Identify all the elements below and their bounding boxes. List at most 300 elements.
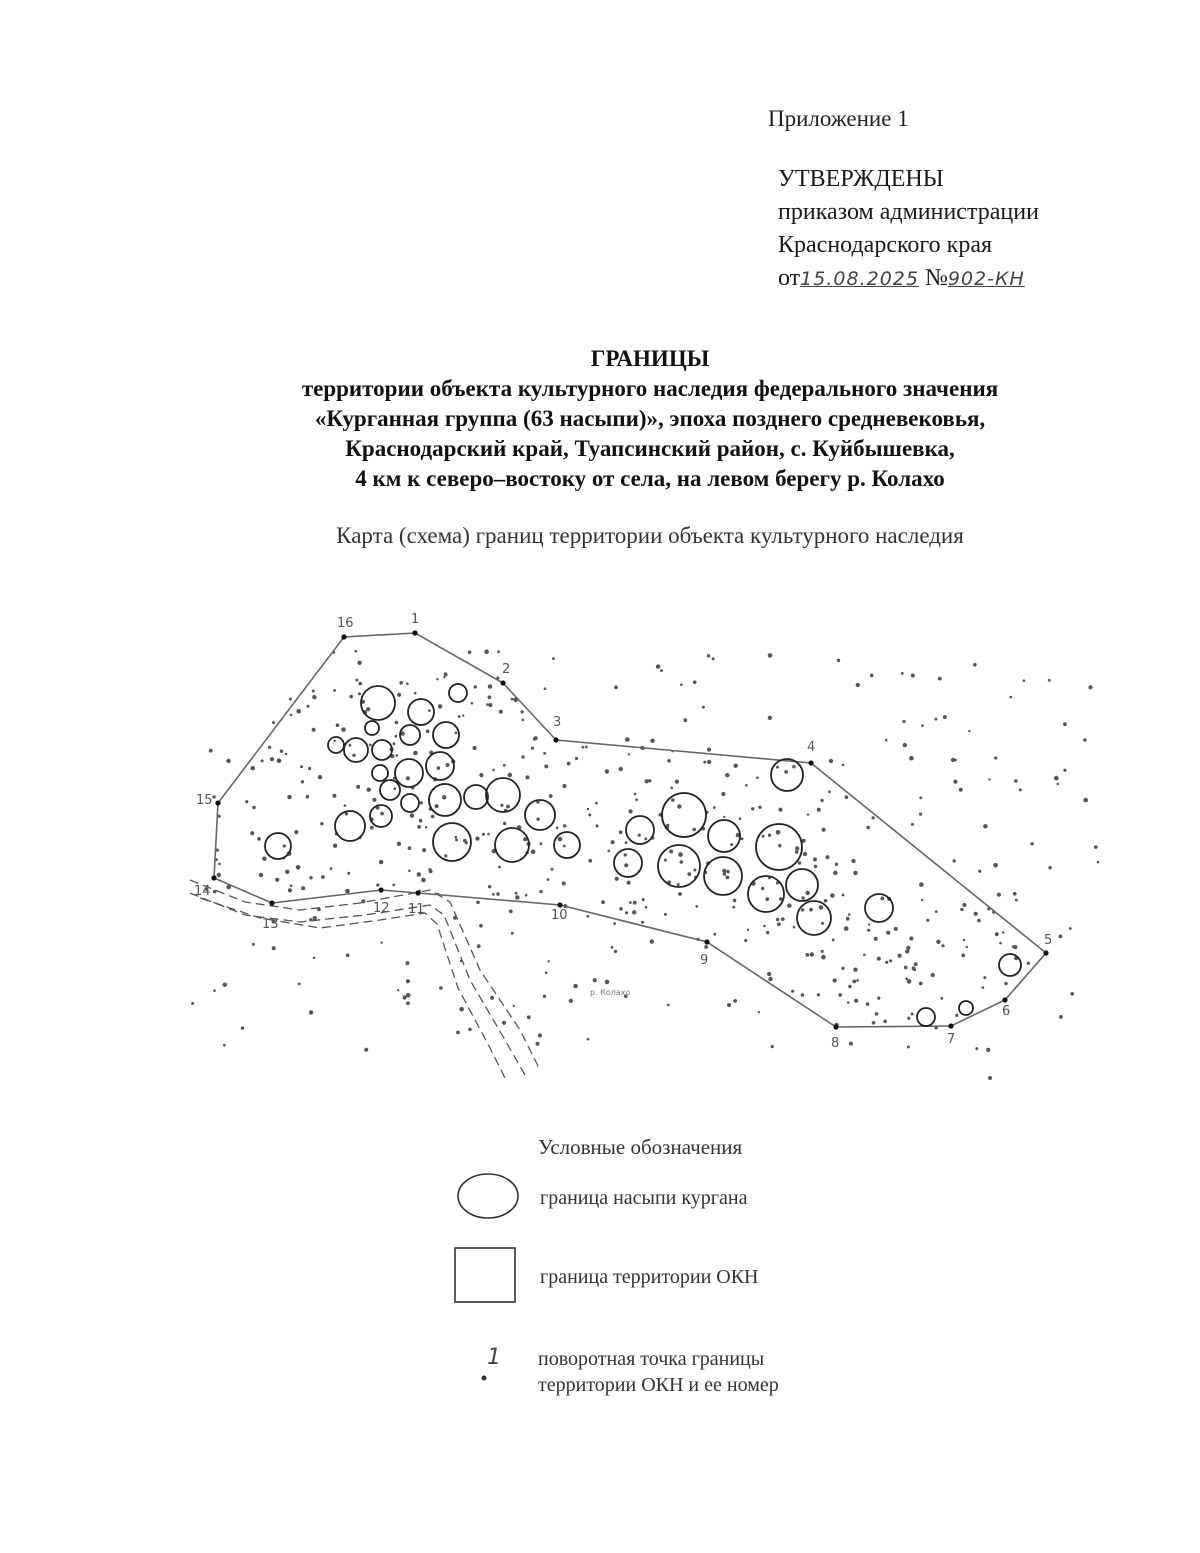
survey-dot xyxy=(809,908,813,912)
survey-dot xyxy=(744,939,747,942)
survey-dot xyxy=(848,913,851,916)
survey-dot xyxy=(656,664,660,668)
survey-dot xyxy=(223,1044,226,1047)
survey-dot xyxy=(562,784,566,788)
survey-dot xyxy=(1094,845,1098,849)
survey-dot xyxy=(308,767,311,770)
number-prefix: № xyxy=(924,265,948,291)
survey-dot xyxy=(877,997,880,1000)
survey-dot xyxy=(420,801,423,804)
survey-dot xyxy=(498,866,501,869)
survey-dot xyxy=(921,899,923,901)
survey-dot xyxy=(508,773,513,778)
survey-dot xyxy=(778,808,782,812)
survey-dot xyxy=(829,759,833,763)
survey-dot xyxy=(364,1048,368,1052)
turning-point-9 xyxy=(700,939,710,968)
survey-dot xyxy=(245,800,248,803)
mound xyxy=(748,876,784,912)
survey-dot xyxy=(907,1046,910,1049)
svg-text:1: 1 xyxy=(411,612,420,627)
survey-dot xyxy=(776,830,781,835)
survey-dot xyxy=(487,833,490,836)
mound xyxy=(335,811,365,841)
survey-dot xyxy=(824,899,828,903)
survey-dot xyxy=(306,795,310,799)
survey-dot xyxy=(624,853,627,856)
survey-dot xyxy=(768,834,771,837)
survey-dot xyxy=(428,868,431,871)
survey-dot xyxy=(739,817,742,820)
survey-dot xyxy=(955,1014,958,1017)
survey-dot xyxy=(396,754,399,757)
mound xyxy=(328,737,344,753)
survey-dot xyxy=(959,788,963,792)
survey-dot xyxy=(1004,982,1007,985)
survey-dot xyxy=(852,980,856,984)
survey-dot xyxy=(875,1012,879,1016)
survey-dot xyxy=(213,890,217,894)
survey-dot xyxy=(909,936,913,940)
survey-dot xyxy=(866,826,870,830)
survey-dot xyxy=(358,682,362,686)
survey-dot xyxy=(468,1028,472,1032)
survey-dot xyxy=(533,737,536,740)
survey-dot xyxy=(613,922,616,925)
survey-dot xyxy=(1015,899,1018,902)
survey-dot xyxy=(1027,962,1030,965)
legend-point-line-1: поворотная точка границы xyxy=(538,1348,765,1370)
survey-dot xyxy=(645,906,648,909)
survey-dot xyxy=(771,1045,774,1048)
survey-dot xyxy=(660,669,663,672)
mound xyxy=(797,901,831,935)
survey-dot xyxy=(904,966,908,970)
survey-dot xyxy=(953,859,956,862)
survey-dot xyxy=(1054,776,1059,781)
survey-dot xyxy=(641,921,644,924)
survey-dot xyxy=(333,740,336,743)
survey-dot xyxy=(355,679,358,682)
survey-dot xyxy=(408,846,412,850)
survey-dot xyxy=(488,703,492,707)
survey-dot xyxy=(847,1001,850,1004)
survey-dot xyxy=(1048,679,1051,682)
survey-dot xyxy=(977,919,981,923)
survey-dot xyxy=(848,985,851,988)
survey-dot xyxy=(801,908,804,911)
mound xyxy=(433,722,459,748)
survey-dot xyxy=(272,721,275,724)
survey-dot xyxy=(476,901,480,905)
date-prefix: от xyxy=(778,265,801,291)
survey-dot xyxy=(907,979,912,984)
title-heading: ГРАНИЦЫ xyxy=(590,346,710,371)
survey-dot xyxy=(902,720,905,723)
mound xyxy=(486,778,520,812)
survey-dot xyxy=(983,976,986,979)
survey-dot xyxy=(614,686,618,690)
survey-dot xyxy=(455,836,458,839)
mound xyxy=(865,894,893,922)
survey-dot xyxy=(515,892,518,895)
survey-dot xyxy=(503,822,506,825)
survey-dot xyxy=(784,770,788,774)
survey-dot xyxy=(614,950,617,953)
survey-dot xyxy=(421,878,426,883)
survey-dot xyxy=(333,689,336,692)
survey-dot xyxy=(733,999,737,1003)
survey-dot xyxy=(490,996,494,1000)
survey-dot xyxy=(486,703,489,706)
survey-dot xyxy=(807,813,809,815)
survey-dot xyxy=(830,893,834,897)
survey-dot xyxy=(300,765,303,768)
survey-dot xyxy=(403,995,407,999)
survey-dot xyxy=(394,735,397,738)
mound xyxy=(495,828,529,862)
mound xyxy=(662,793,706,837)
survey-dot xyxy=(625,737,630,742)
survey-dot xyxy=(283,844,286,847)
survey-dot xyxy=(417,872,422,877)
survey-dot xyxy=(982,986,985,989)
survey-dot xyxy=(436,678,438,680)
survey-dot xyxy=(901,672,904,675)
survey-dot xyxy=(911,1013,914,1016)
survey-dot xyxy=(521,755,524,758)
title-line-3: Краснодарский край, Туапсинский район, с. Куйбышевка, xyxy=(345,436,955,461)
survey-dot xyxy=(484,649,489,654)
survey-dot xyxy=(569,999,573,1003)
survey-dot xyxy=(500,804,503,807)
svg-text:3: 3 xyxy=(553,715,562,730)
survey-dot xyxy=(723,872,727,876)
survey-dot xyxy=(241,1026,244,1029)
survey-dot xyxy=(226,759,230,763)
survey-dot xyxy=(642,898,645,901)
survey-dot xyxy=(601,900,605,904)
survey-dot xyxy=(856,979,859,982)
survey-dot xyxy=(734,764,738,768)
survey-dot xyxy=(455,838,458,841)
survey-dot xyxy=(595,802,598,805)
survey-dot xyxy=(953,780,957,784)
survey-dot xyxy=(540,842,543,845)
survey-dot xyxy=(406,776,410,780)
survey-dot xyxy=(821,950,824,953)
survey-dot xyxy=(713,806,716,809)
approved-title: УТВЕРЖДЕНЫ xyxy=(778,166,944,192)
survey-dot xyxy=(707,760,711,764)
survey-dot xyxy=(312,690,315,693)
survey-dot xyxy=(1097,861,1100,864)
survey-dot xyxy=(942,944,945,947)
survey-dot xyxy=(275,878,279,882)
survey-dot xyxy=(1009,696,1012,699)
survey-dot xyxy=(766,931,769,934)
survey-dot xyxy=(867,929,870,932)
survey-dot xyxy=(828,790,831,793)
survey-dot xyxy=(695,905,698,908)
mound xyxy=(401,794,419,812)
survey-dot xyxy=(951,758,955,762)
survey-dot xyxy=(585,746,588,749)
survey-dot xyxy=(935,910,938,913)
survey-dot xyxy=(866,1002,870,1006)
survey-dot xyxy=(320,822,323,825)
survey-dot xyxy=(1070,992,1074,996)
survey-dot xyxy=(931,973,935,977)
survey-dot xyxy=(781,917,785,921)
survey-dot xyxy=(544,687,547,690)
survey-dot xyxy=(868,923,870,925)
survey-dot xyxy=(526,775,530,779)
survey-dot xyxy=(379,860,383,864)
survey-dot xyxy=(545,972,548,975)
survey-dot xyxy=(693,680,697,684)
survey-dot xyxy=(926,919,929,922)
survey-dot xyxy=(587,1038,590,1041)
survey-dot xyxy=(410,813,414,817)
survey-dot xyxy=(795,846,799,850)
survey-dot xyxy=(474,685,477,688)
survey-dot xyxy=(446,763,450,767)
survey-dot xyxy=(747,929,749,931)
mound xyxy=(464,785,488,809)
survey-dot xyxy=(968,730,970,732)
survey-dot xyxy=(851,859,855,863)
survey-dot xyxy=(479,773,483,777)
survey-dot xyxy=(496,892,499,895)
mound xyxy=(361,686,395,720)
svg-text:9: 9 xyxy=(700,953,709,968)
survey-dot xyxy=(763,925,766,928)
turning-point-2 xyxy=(500,662,510,686)
survey-dot xyxy=(907,1017,910,1020)
survey-dot xyxy=(521,710,524,713)
survey-dot xyxy=(270,757,274,761)
survey-dot xyxy=(765,897,769,901)
survey-dot xyxy=(367,788,371,792)
survey-dot xyxy=(477,944,481,948)
survey-dot xyxy=(921,724,924,727)
survey-dot xyxy=(290,884,293,887)
survey-dot xyxy=(588,859,592,863)
survey-dot xyxy=(515,895,519,899)
legend-point-symbol xyxy=(470,1340,520,1390)
survey-dot xyxy=(974,912,978,916)
survey-dot xyxy=(497,650,500,653)
survey-dot xyxy=(999,942,1002,945)
survey-dot xyxy=(704,945,708,949)
approved-line-1: приказом администрации xyxy=(778,199,1039,225)
mound xyxy=(525,800,555,830)
title-line-2: «Курганная группа (63 насыпи)», эпоха позднего средневековья, xyxy=(314,406,986,431)
survey-dot xyxy=(312,728,316,732)
survey-dot xyxy=(814,865,817,868)
survey-dot xyxy=(703,761,706,764)
survey-dot xyxy=(330,867,333,870)
survey-dot xyxy=(619,830,623,834)
survey-dot xyxy=(605,980,610,985)
survey-dot xyxy=(463,839,467,843)
mounds xyxy=(265,684,1021,1026)
survey-dot xyxy=(938,677,942,681)
survey-dot xyxy=(833,978,837,982)
survey-dot xyxy=(844,926,849,931)
survey-dot xyxy=(675,780,679,784)
survey-dot xyxy=(313,957,316,960)
survey-dot xyxy=(1023,679,1026,682)
survey-dot xyxy=(285,870,289,874)
survey-dot xyxy=(911,823,914,826)
survey-dot xyxy=(692,828,696,832)
survey-dot xyxy=(513,1005,515,1007)
turning-point-15 xyxy=(196,793,221,808)
survey-dot xyxy=(458,715,461,718)
survey-dot xyxy=(605,769,609,773)
survey-dot xyxy=(280,750,283,753)
survey-dot xyxy=(492,893,495,896)
survey-dot xyxy=(414,692,417,695)
survey-dot xyxy=(727,1003,731,1007)
survey-dot xyxy=(459,1007,464,1012)
survey-dot xyxy=(209,749,213,753)
survey-dot xyxy=(1057,783,1060,786)
survey-dot xyxy=(586,915,589,918)
survey-dot xyxy=(341,727,346,732)
survey-dot xyxy=(406,979,410,983)
survey-dot xyxy=(462,715,464,717)
survey-dot xyxy=(849,1042,853,1046)
survey-dot xyxy=(713,933,716,936)
svg-text:8: 8 xyxy=(831,1036,840,1051)
survey-dot xyxy=(596,824,599,827)
survey-dot xyxy=(856,683,860,687)
survey-dot xyxy=(428,709,431,712)
survey-dot xyxy=(677,804,681,808)
survey-dot xyxy=(336,723,340,727)
survey-dot xyxy=(522,719,525,722)
survey-dot xyxy=(919,882,924,887)
survey-dot xyxy=(482,833,485,836)
survey-dot xyxy=(296,865,301,870)
turning-point-6 xyxy=(1002,997,1010,1019)
survey-dot xyxy=(909,756,914,761)
survey-dot xyxy=(912,966,916,970)
survey-dot xyxy=(539,890,542,893)
survey-dot xyxy=(344,804,347,807)
survey-dot xyxy=(444,854,447,857)
survey-dot xyxy=(1069,927,1072,930)
survey-dot xyxy=(619,907,623,911)
mound xyxy=(614,849,642,877)
survey-dot xyxy=(395,721,399,725)
survey-dot xyxy=(380,812,384,816)
survey-dot xyxy=(756,776,759,779)
survey-dot xyxy=(456,1031,460,1035)
survey-dot xyxy=(919,796,922,799)
survey-dot xyxy=(1083,738,1087,742)
survey-dot xyxy=(988,778,990,780)
survey-dot xyxy=(437,766,441,770)
approval-number: 902-КН xyxy=(947,268,1025,290)
survey-dot xyxy=(995,932,999,936)
mound xyxy=(365,721,379,735)
survey-dot xyxy=(751,807,754,810)
survey-dot xyxy=(903,743,907,747)
survey-dot xyxy=(259,873,263,877)
mound xyxy=(999,954,1021,976)
survey-dot xyxy=(393,742,396,745)
turning-point-11 xyxy=(408,890,425,917)
survey-dot xyxy=(776,918,779,921)
survey-dot xyxy=(547,878,550,881)
survey-dot xyxy=(883,1020,887,1024)
survey-dot xyxy=(997,893,1001,897)
survey-dot xyxy=(778,844,781,847)
survey-dot xyxy=(934,718,937,721)
survey-dot xyxy=(1059,1015,1063,1019)
survey-dot xyxy=(1063,769,1066,772)
survey-dot xyxy=(817,808,821,812)
survey-dot xyxy=(966,946,968,948)
svg-text:16: 16 xyxy=(337,616,354,631)
survey-dot xyxy=(650,739,654,743)
survey-dot xyxy=(536,818,539,821)
survey-dot xyxy=(874,937,878,941)
title-line-4: 4 км к северо–востоку от села, на левом берегу р. Колахо xyxy=(355,466,945,491)
mound xyxy=(554,832,580,858)
legend-circle-symbol xyxy=(455,1170,525,1230)
survey-dot xyxy=(548,960,550,962)
survey-dot xyxy=(960,908,963,911)
svg-text:5: 5 xyxy=(1044,933,1053,948)
svg-text:13: 13 xyxy=(262,917,279,932)
survey-dot xyxy=(431,815,435,819)
survey-dot xyxy=(669,850,673,854)
survey-dot xyxy=(894,927,898,931)
survey-dot xyxy=(842,764,845,767)
okn-boundary xyxy=(214,633,1046,1027)
survey-dot xyxy=(1012,945,1015,948)
legend-title: Условные обозначения xyxy=(538,1135,743,1159)
mound xyxy=(344,738,368,762)
survey-dot xyxy=(502,1021,506,1025)
turning-point-7 xyxy=(947,1023,955,1047)
survey-dot xyxy=(287,795,291,799)
survey-dot xyxy=(361,899,365,903)
survey-dot xyxy=(1002,931,1005,934)
legend-square-symbol xyxy=(452,1244,522,1308)
survey-dot xyxy=(567,762,571,766)
survey-dot xyxy=(664,913,667,916)
survey-dot xyxy=(217,873,221,877)
legend-point-number: 1 xyxy=(487,1345,501,1370)
mound xyxy=(658,845,700,887)
survey-dot xyxy=(885,739,888,742)
svg-text:12: 12 xyxy=(373,901,390,916)
survey-dot xyxy=(795,850,798,853)
survey-dot xyxy=(881,897,885,901)
survey-dot xyxy=(352,754,355,757)
survey-dot xyxy=(544,764,548,768)
survey-dot xyxy=(551,868,554,871)
survey-dot xyxy=(573,984,577,988)
survey-dot xyxy=(911,674,915,678)
survey-dot xyxy=(741,837,744,840)
